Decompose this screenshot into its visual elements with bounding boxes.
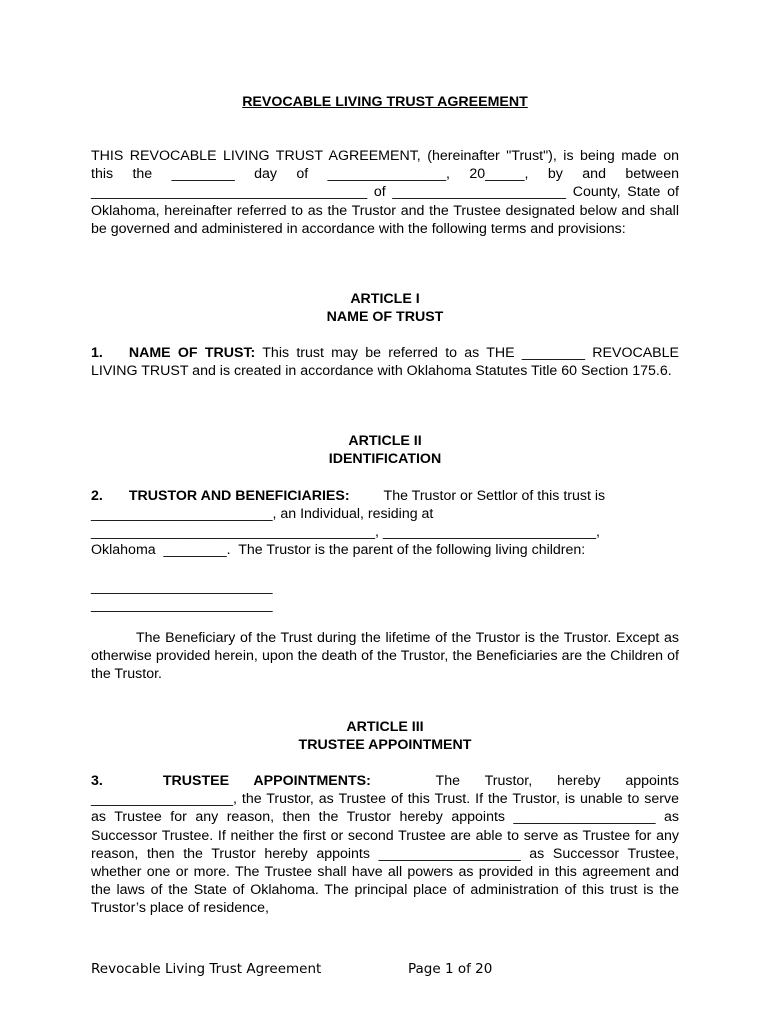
article-2-heading: ARTICLE II xyxy=(348,433,422,449)
beneficiary-paragraph: The Beneficiary of the Trust during the lifetime of the Trustor is the Trustor. Except as otherwise provided herein, upon the death of the Trustor, the Beneficiaries are the Children of the Trustor. xyxy=(91,630,679,683)
section-1-label: NAME OF TRUST: xyxy=(128,345,256,361)
article-2-subheading: IDENTIFICATION xyxy=(328,451,442,467)
article-1-paragraph xyxy=(91,344,679,380)
section-2-label: TRUSTOR AND BENEFICIARIES: xyxy=(128,488,350,504)
child-blank-1: _______________________ xyxy=(91,579,273,595)
article-1-heading: ARTICLE I xyxy=(350,291,420,307)
intro-paragraph: THIS REVOCABLE LIVING TRUST AGREEMENT, (hereinafter "Trust"), is being made on this the ________ day of _______________, 20_____, by and between ___________________________________ of ______________________ County, State of Oklahoma, hereinafter referred to as the Trustor and the Trustee designated below and shall be governed and administered in accordance with the following terms and provisions: xyxy=(91,148,679,237)
document-title: REVOCABLE LIVING TRUST AGREEMENT xyxy=(242,94,528,110)
section-2-line3: ____________________________________, ___________________________, xyxy=(91,524,600,540)
section-3-text: The Trustor, hereby appoints __________________, the Trustor, as Trustee of this Trust. If the Trustor, is unable to serve as Trustee for any reason, then the Trustor hereby appoints __________________ as Successor Trustee. If neither the first or second Trustee are able to serve as Trustee for any reason, then the Trustor hereby appoints __________________ as Successor Trustee, whether one or more. The Trustee shall have all powers as provided in this agreement and the laws of the State of Oklahoma. The principal place of administration of this trust is the Trustor’s place of residence, xyxy=(91,773,679,917)
article-3-subheading: TRUSTEE APPOINTMENT xyxy=(298,737,472,753)
section-1-text: This trust may be referred to as THE ________ REVOCABLE LIVING TRUST and is created in accordance with Oklahoma Statutes Title 60 Section 175.6. xyxy=(91,345,679,380)
section-1-number: 1. xyxy=(91,345,103,361)
section-2-line2: _______________________, an Individual, residing at xyxy=(91,506,434,522)
footer-document-name: Revocable Living Trust Agreement xyxy=(91,961,322,977)
section-2-line1 xyxy=(91,487,605,505)
footer-page-number: Page 1 of 20 xyxy=(408,961,493,977)
section-2-line4: Oklahoma ________. The Trustor is the parent of the following living children: xyxy=(91,542,586,558)
article-3-paragraph xyxy=(91,772,679,918)
child-blank-2: _______________________ xyxy=(91,597,273,613)
section-3-number: 3. xyxy=(91,773,103,789)
section-3-label: TRUSTEE APPOINTMENTS: xyxy=(162,773,371,789)
article-1-subheading: NAME OF TRUST xyxy=(326,309,444,325)
section-2-number: 2. xyxy=(91,488,103,504)
section-2-intro-text: The Trustor or Settlor of this trust is xyxy=(383,488,606,504)
article-3-heading: ARTICLE III xyxy=(346,719,424,735)
